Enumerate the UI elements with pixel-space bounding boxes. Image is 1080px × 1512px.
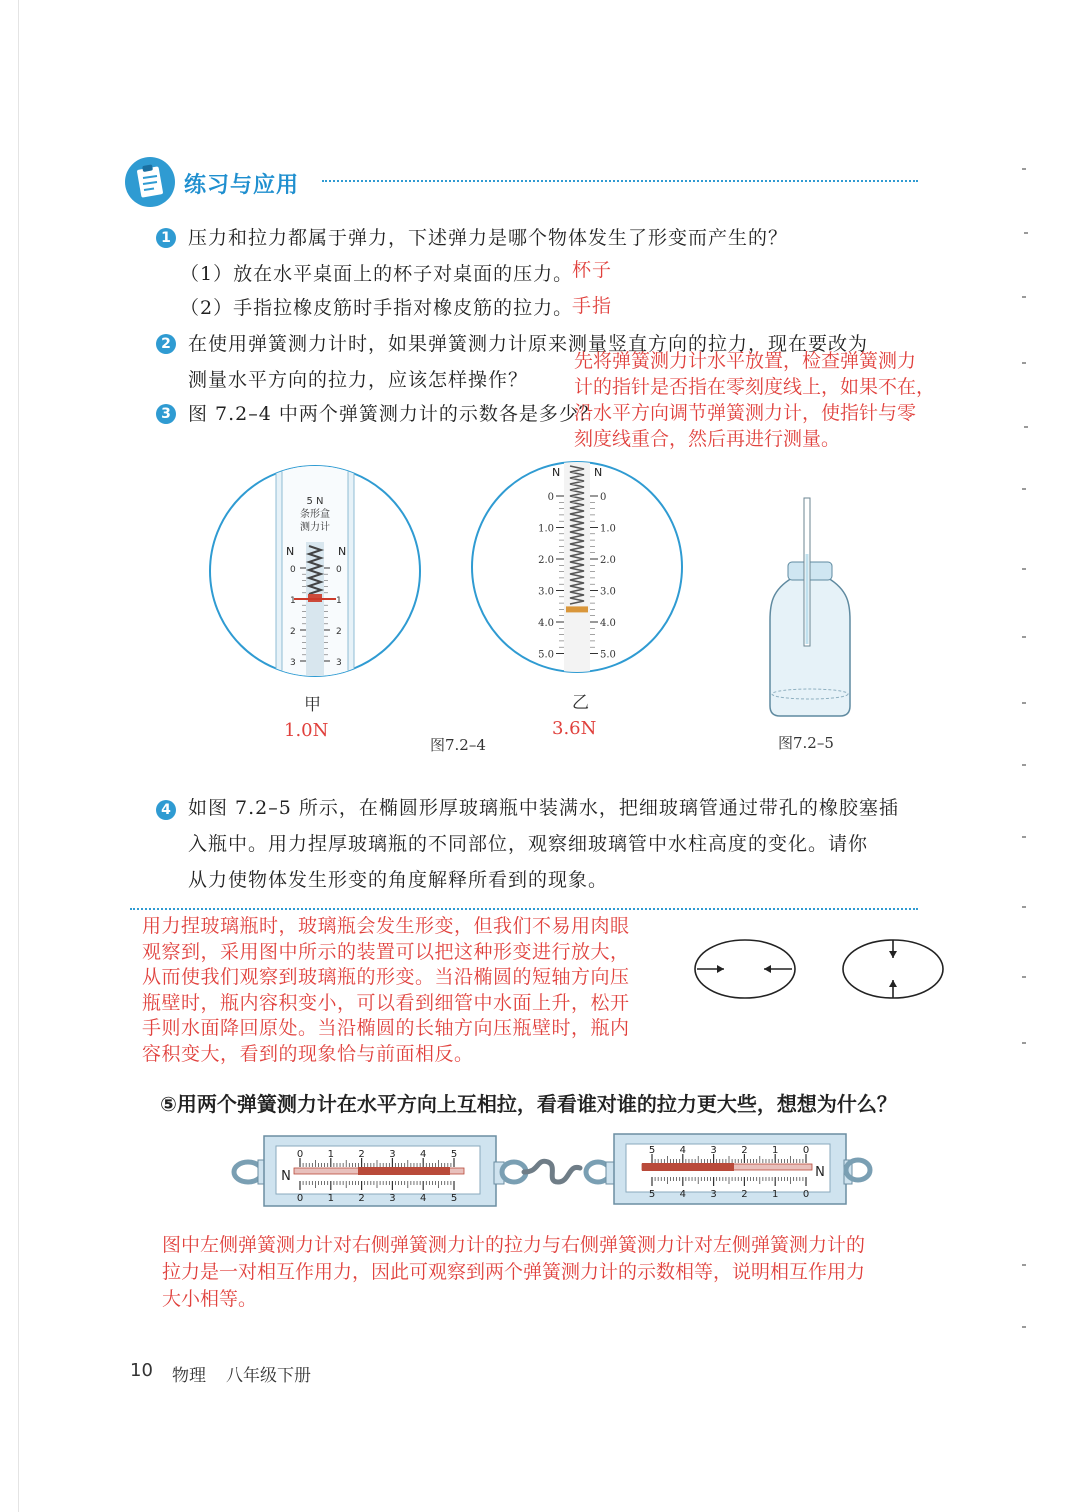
right-ticks-label: 0 [802,1189,810,1200]
section-divider [322,180,918,182]
right-ticks-label: 2 [741,1145,748,1156]
edge-mark [1022,296,1026,298]
left-ticks-label: 3 [389,1193,396,1204]
yi-tick-label: 3.0 [538,586,554,598]
footer-subject: 物理 [172,1366,206,1386]
page-number: 10 [130,1360,153,1381]
question-number-2: 2 [156,334,176,354]
right-ticks-label: 1 [772,1145,779,1156]
yi-tick-label: 4.0 [538,618,554,629]
right-ticks-label: 5 [648,1189,656,1200]
right-ticks-label: 2 [741,1189,748,1200]
answer-divider [130,908,918,910]
left-ticks-label: 1 [327,1193,334,1204]
q1-sub1: （1）放在水平桌面上的杯子对桌面的压力。 [180,263,574,285]
jia-tick-label: 0 [336,565,342,575]
question-number-1: 1 [156,228,176,248]
edge-mark [1024,426,1028,428]
footer-grade: 八年级下册 [226,1366,311,1386]
right-ticks-label: 3 [710,1145,717,1156]
two-spring-scales-figure [228,1124,876,1212]
edge-mark [1022,764,1026,766]
edge-mark [1022,836,1026,838]
q2-line1: 在使用弹簧测力计时，如果弹簧测力计原来测量竖直方向的拉力，现在要改为 [188,333,869,355]
left-ticks-label: 1 [327,1149,334,1160]
left-ticks-label: 0 [296,1193,304,1204]
edge-mark [1024,232,1028,234]
yi-tick-label: 2.0 [538,555,554,566]
ellipse-long-axis-press-diagram [840,936,946,1002]
left-ticks-label: 3 [389,1149,396,1160]
q4-answer-line: 容积变大，看到的现象恰与前面相反。 [142,1042,474,1065]
page-edge [18,0,19,1512]
glass-bottle-figure [764,494,856,726]
q1-text: 压力和拉力都属于弹力，下述弹力是哪个物体发生了形变而产生的？ [188,227,789,249]
q3-text: 图 7.2–4 中两个弹簧测力计的示数各是多少？ [188,403,599,425]
fig-724-caption: 图7.2–4 [430,736,486,754]
yi-tick-label: 3.0 [600,586,616,598]
right-ticks-label: 3 [710,1189,717,1200]
left-ticks-label: 0 [296,1149,304,1160]
left-ticks-label: 2 [358,1149,365,1160]
yi-label: 乙 [572,693,589,713]
left-ticks-label: 5 [450,1193,458,1204]
q4-answer-line: 瓶壁时，瓶内容积变小，可以看到细管中水面上升，松开 [142,991,630,1014]
q4-answer-line: 用力捏玻璃瓶时，玻璃瓶会发生形变，但我们不易用肉眼 [142,915,630,937]
edge-mark [1022,1264,1026,1266]
question-number-4: 4 [156,800,176,820]
edge-mark [1022,568,1026,570]
jia-unit-right: N [338,545,347,558]
q4-answer [142,914,682,1067]
jia-answer: 1.0N [284,720,329,741]
q5-answer-line: 大小相等。 [162,1288,258,1310]
q4-answer-line: 观察到，采用图中所示的装置可以把这种形变进行放大， [142,940,630,963]
section-title: 练习与应用 [184,173,300,198]
yi-tick-label: 0 [600,492,607,503]
q5-text: ⑤用两个弹簧测力计在水平方向上互相拉，看看谁对谁的拉力更大些，想想为什么？ [160,1092,897,1116]
right-ticks-label: 1 [772,1189,779,1200]
jia-tick-label: 3 [290,658,296,668]
left-ticks-label: 4 [420,1149,427,1160]
q4-answer-line: 手则水面降回原处。当沿椭圆的长轴方向压瓶壁时，瓶内 [142,1017,630,1039]
yi-tick-label: 1.0 [600,523,616,535]
right-ticks-label: 5 [648,1145,656,1156]
q5-answer [162,1232,865,1313]
edge-mark [1022,362,1026,364]
jia-header-line: 5 N [306,496,324,507]
edge-mark [1022,976,1026,978]
q1-sub2-answer: 手指 [572,295,613,317]
yi-tick-label: 4.0 [600,618,616,629]
q2-answer-line: 先将弹簧测力计水平放置，检查弹簧测力 [574,350,917,372]
right-ticks-label: 0 [802,1145,810,1156]
yi-tick-label: 5.0 [600,649,616,661]
edge-mark [1022,488,1026,490]
left-ticks-label: 2 [358,1193,365,1204]
jia-tick-label: 3 [336,658,342,668]
jia-tick-label: 2 [336,627,342,637]
q4-line2: 入瓶中。用力捏厚玻璃瓶的不同部位，观察细玻璃管中水柱高度的变化。请你 [188,833,869,855]
right-ticks-label: 4 [679,1145,686,1156]
fig-725-caption: 图7.2–5 [778,734,834,752]
jia-tick-label: 2 [290,627,296,637]
edge-mark [1022,1326,1026,1328]
right-ticks-label: 4 [679,1189,686,1200]
yi-unit-left: N [552,466,561,479]
edge-mark [1022,636,1026,638]
q2-answer-line: 沿水平方向调节弹簧测力计，使指针与零 [574,402,917,424]
jia-header [283,495,347,534]
q4-line1: 如图 7.2–5 所示，在椭圆形厚玻璃瓶中装满水，把细玻璃管通过带孔的橡胶塞插 [188,797,899,819]
yi-unit-right: N [594,466,603,479]
edge-mark [1022,702,1026,704]
jia-header-line: 测力计 [300,522,330,533]
q2-answer-line: 计的指针是否指在零刻度线上，如果不在， [574,376,936,398]
q1-sub1-answer: 杯子 [572,259,613,281]
edge-mark [1022,1042,1026,1044]
yi-tick-label: 0 [547,492,554,503]
yi-tick-label: 1.0 [538,523,554,535]
ellipse-short-axis-press-diagram [692,936,802,1002]
q5-answer-line: 图中左侧弹簧测力计对右侧弹簧测力计的拉力与右侧弹簧测力计对左侧弹簧测力计的 [162,1234,866,1256]
q1-sub2: （2）手指拉橡皮筋时手指对橡皮筋的拉力。 [180,297,574,319]
yi-answer: 3.6N [552,718,597,739]
jia-tick-label: 0 [290,565,296,575]
q2-line2: 测量水平方向的拉力，应该怎样操作？ [188,369,529,391]
jia-label: 甲 [304,695,321,715]
left-ticks-label: 5 [450,1149,458,1160]
q4-line3: 从力使物体发生形变的角度解释所看到的现象。 [188,869,609,891]
jia-unit-left: N [286,545,295,558]
yi-tick-label: 2.0 [600,555,616,566]
q5-answer-line: 拉力是一对相互作用力，因此可观察到两个弹簧测力计的示数相等，说明相互作用力 [162,1261,866,1283]
q2-answer [574,348,935,452]
jia-tick-label: 1 [290,596,296,606]
edge-mark [1022,906,1026,908]
q2-answer-line: 刻度线重合，然后再进行测量。 [574,428,841,450]
left-ticks-unit: N [281,1169,291,1184]
spring-scale-yi-dial [470,460,684,674]
q4-answer-line: 从而使我们观察到玻璃瓶的形变。当沿椭圆的短轴方向压 [142,966,630,988]
right-ticks-unit: N [815,1165,825,1180]
jia-header-line: 条形盒 [300,509,330,520]
clipboard-icon [124,156,176,208]
yi-pointer [566,606,588,612]
left-ticks-label: 4 [420,1193,427,1204]
yi-tick-label: 5.0 [538,649,554,661]
jia-tick-label: 1 [336,596,342,606]
edge-mark [1022,168,1026,170]
question-number-3: 3 [156,404,176,424]
